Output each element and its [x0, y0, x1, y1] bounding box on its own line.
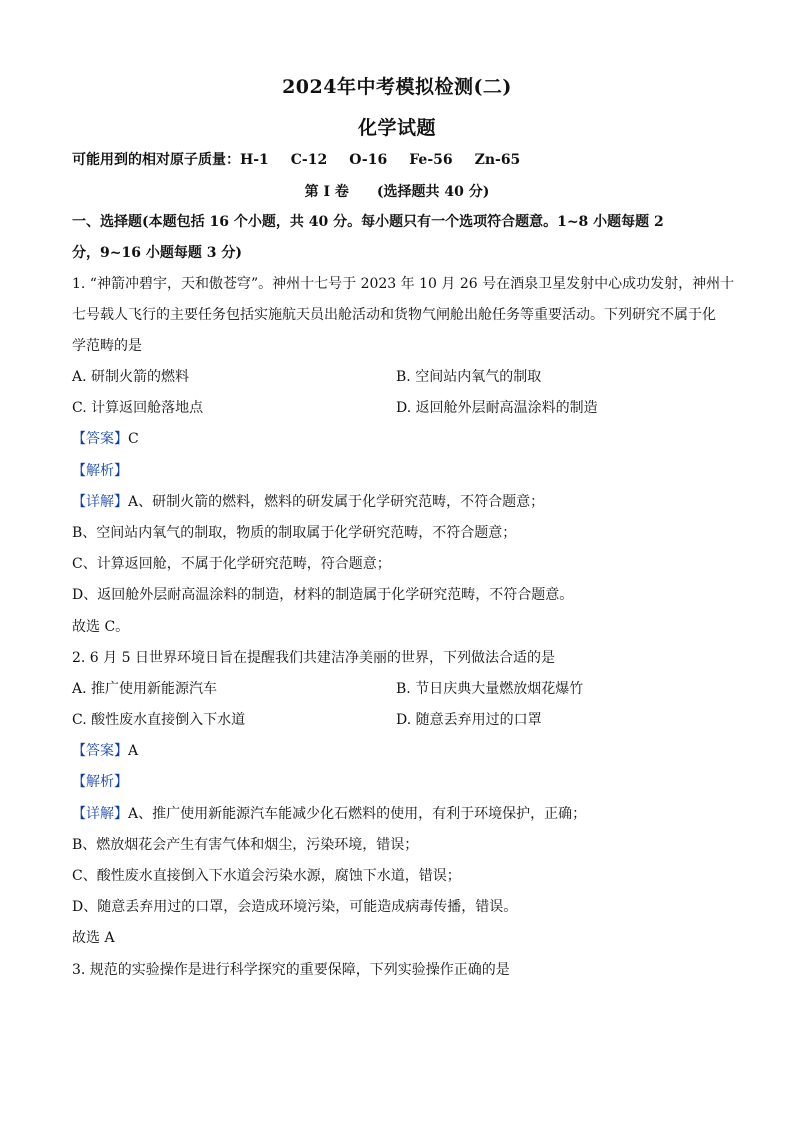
q1-detail-c: C、计算返回舱，不属于化学研究范畴，符合题意；	[72, 556, 391, 572]
q1-option-b: B. 空间站内氧气的制取	[396, 369, 542, 385]
q1-detail-a	[72, 492, 732, 512]
q2-detail-d: D、随意丢弃用过的口罩，会造成环境污染，可能造成病毒传播，错误。	[72, 899, 518, 915]
q2-option-a: A. 推广使用新能源汽车	[72, 681, 218, 697]
q2-detail-a	[72, 804, 732, 824]
q1-stem-line3: 学范畴的是	[72, 338, 142, 354]
q2-detail-label: 【详解】	[72, 806, 128, 822]
q1-option-c: C. 计算返回舱落地点	[72, 400, 204, 416]
q1-conclusion: 故选 C。	[72, 619, 130, 635]
atomic-mass-h: H-1	[240, 152, 269, 168]
q2-answer-label: 【答案】	[72, 743, 128, 759]
atomic-mass-zn: Zn-65	[474, 152, 521, 168]
q2-conclusion: 故选 A	[72, 930, 115, 946]
volume-heading	[0, 181, 794, 201]
q1-analysis-label: 【解析】	[72, 463, 128, 479]
section-heading-line2: 分，9~16 小题每题 3 分)	[72, 245, 242, 261]
q1-detail-b: B、空间站内氧气的制取，物质的制取属于化学研究范畴，不符合题意；	[72, 525, 517, 541]
q1-answer-label: 【答案】	[72, 431, 128, 447]
q1-detail-d: D、返回舱外层耐高温涂料的制造，材料的制造属于化学研究范畴，不符合题意。	[72, 587, 574, 603]
q2-option-b: B. 节日庆典大量燃放烟花爆竹	[396, 681, 584, 697]
volume-note: (选择题共 40 分)	[376, 184, 490, 200]
section-heading-line1: 一、选择题(本题包括 16 个小题，共 40 分。每小题只有一个选项符合题意。1~8 小题每题 2	[72, 214, 664, 230]
q2-detail-b: B、燃放烟花会产生有害气体和烟尘，污染环境，错误；	[72, 837, 419, 853]
exam-subtitle: 化学试题	[357, 117, 436, 139]
atomic-mass-o: O-16	[349, 152, 388, 168]
q1-stem-line1: 1. “神箭冲碧宇，天和傲苍穹”。神州十七号于 2023 年 10 月 26 号在酒泉卫星发射中心成功发射，神州十	[72, 276, 735, 292]
q2-answer	[72, 741, 732, 761]
q1-answer-value: C	[128, 431, 139, 447]
atomic-masses	[72, 150, 732, 170]
atomic-mass-fe: Fe-56	[409, 152, 453, 168]
q1-option-a: A. 研制火箭的燃料	[72, 369, 190, 385]
q2-analysis-label: 【解析】	[72, 774, 128, 790]
q1-option-d: D. 返回舱外层耐高温涂料的制造	[396, 400, 598, 416]
q2-detail-c: C、酸性废水直接倒入下水道会污染水源，腐蚀下水道，错误；	[72, 868, 461, 884]
atomic-label: 可能用到的相对原子质量：	[72, 152, 240, 168]
q1-detail-a-text: A、研制火箭的燃料，燃料的研发属于化学研究范畴，不符合题意；	[128, 494, 545, 510]
q2-answer-value: A	[128, 743, 139, 759]
q2-stem: 2. 6 月 5 日世界环境日旨在提醒我们共建洁净美丽的世界，下列做法合适的是	[72, 650, 555, 666]
volume-label: 第 I 卷	[304, 184, 349, 200]
q2-option-d: D. 随意丢弃用过的口罩	[396, 712, 542, 728]
atomic-mass-c: C-12	[290, 152, 328, 168]
q3-stem: 3. 规范的实验操作是进行科学探究的重要保障，下列实验操作正确的是	[72, 962, 510, 978]
q1-detail-label: 【详解】	[72, 494, 128, 510]
q1-answer	[72, 429, 732, 449]
q1-stem-line2: 七号载人飞行的主要任务包括实施航天员出舱活动和货物气闸舱出舱任务等重要活动。下列研究不属于化	[72, 307, 716, 323]
exam-title: 2024年中考模拟检测(二)	[282, 76, 512, 98]
q2-option-c: C. 酸性废水直接倒入下水道	[72, 712, 246, 728]
q2-detail-a-text: A、推广使用新能源汽车能减少化石燃料的使用，有利于环境保护，正确；	[128, 806, 587, 822]
